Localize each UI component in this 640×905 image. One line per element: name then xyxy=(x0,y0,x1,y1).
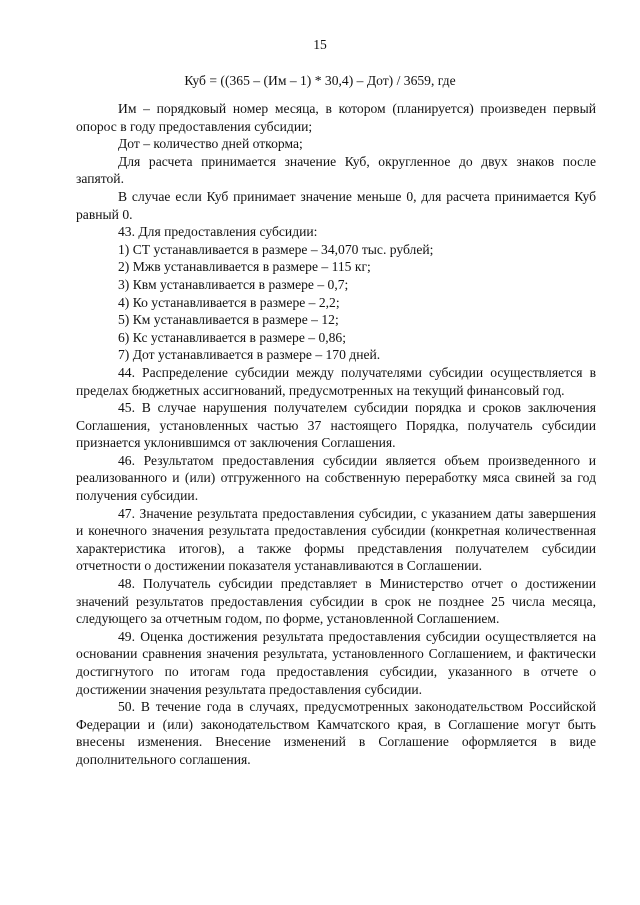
list-item: 2) Мжв устанавливается в размере – 115 кг; xyxy=(118,259,371,275)
document-body xyxy=(76,100,596,769)
paragraph: 45. В случае нарушения получателем субсидии порядка и сроков заключения Соглашения, установленных частью 37 настоящего Порядка, получатель субсидии признается уклонившимся от заключения Соглашения. xyxy=(76,400,596,451)
paragraph: 44. Распределение субсидии между получателями субсидии осуществляется в пределах бюджетных ассигнований, предусмотренных на текущий финансовый год. xyxy=(76,364,596,398)
paragraph: В случае если Куб принимает значение меньше 0, для расчета принимается Куб равный 0. xyxy=(76,188,596,222)
formula: Куб = ((365 – (Им – 1) * 30,4) – Дот) / 3659, где xyxy=(184,73,456,88)
paragraph: 43. Для предоставления субсидии: xyxy=(118,224,318,240)
list-item: 3) Квм устанавливается в размере – 0,7; xyxy=(118,276,349,292)
list-item: 6) Кс устанавливается в размере – 0,86; xyxy=(118,329,347,345)
paragraph: Для расчета принимается значение Куб, округленное до двух знаков после запятой. xyxy=(76,153,596,187)
paragraph: Дот – количество дней откорма; xyxy=(118,136,303,152)
list-item: 5) Км устанавливается в размере – 12; xyxy=(118,312,339,328)
paragraph: Им – порядковый номер месяца, в котором (планируется) произведен первый опорос в году предоставления субсидии; xyxy=(76,101,596,134)
paragraph: 47. Значение результата предоставления субсидии, с указанием даты завершения и конечного значения результата предоставления субсидии (конкретная количественная характеристика итогов), а также формы представления получателем субсидии отчетности о достижении показателя устанавливаются в Соглашении. xyxy=(76,505,596,574)
list-item: 4) Ко устанавливается в размере – 2,2; xyxy=(118,294,340,310)
page-number: 15 xyxy=(313,37,327,52)
paragraph: 46. Результатом предоставления субсидии является объем произведенного и реализованного и (или) отгруженного на собственную переработку мяса свиней за год получения субсидии. xyxy=(76,452,596,504)
paragraph: 50. В течение года в случаях, предусмотренных законодательством Российской Федерации и (или) законодательством Камчатского края, в Соглашение могут быть внесены изменения. Внесение изменений в Соглашение оформляется в виде дополнительного соглашения. xyxy=(76,699,596,767)
list-item: 1) СТ устанавливается в размере – 34,070 тыс. рублей; xyxy=(118,241,434,257)
paragraph: 48. Получатель субсидии представляет в Министерство отчет о достижении значений результатов предоставления субсидии в срок не позднее 25 числа месяца, следующего за отчетным годом, по форме, установленной Соглашением. xyxy=(76,576,596,627)
list-item: 7) Дот устанавливается в размере – 170 дней. xyxy=(118,347,381,363)
paragraph: 49. Оценка достижения результата предоставления субсидии осуществляется на основании сравнения значения результата, установленного Соглашением, и фактически достигнутого по итогам года предоставления субсидии, указанного в отчете о достижении значения результата предоставления субсидии. xyxy=(76,628,596,697)
